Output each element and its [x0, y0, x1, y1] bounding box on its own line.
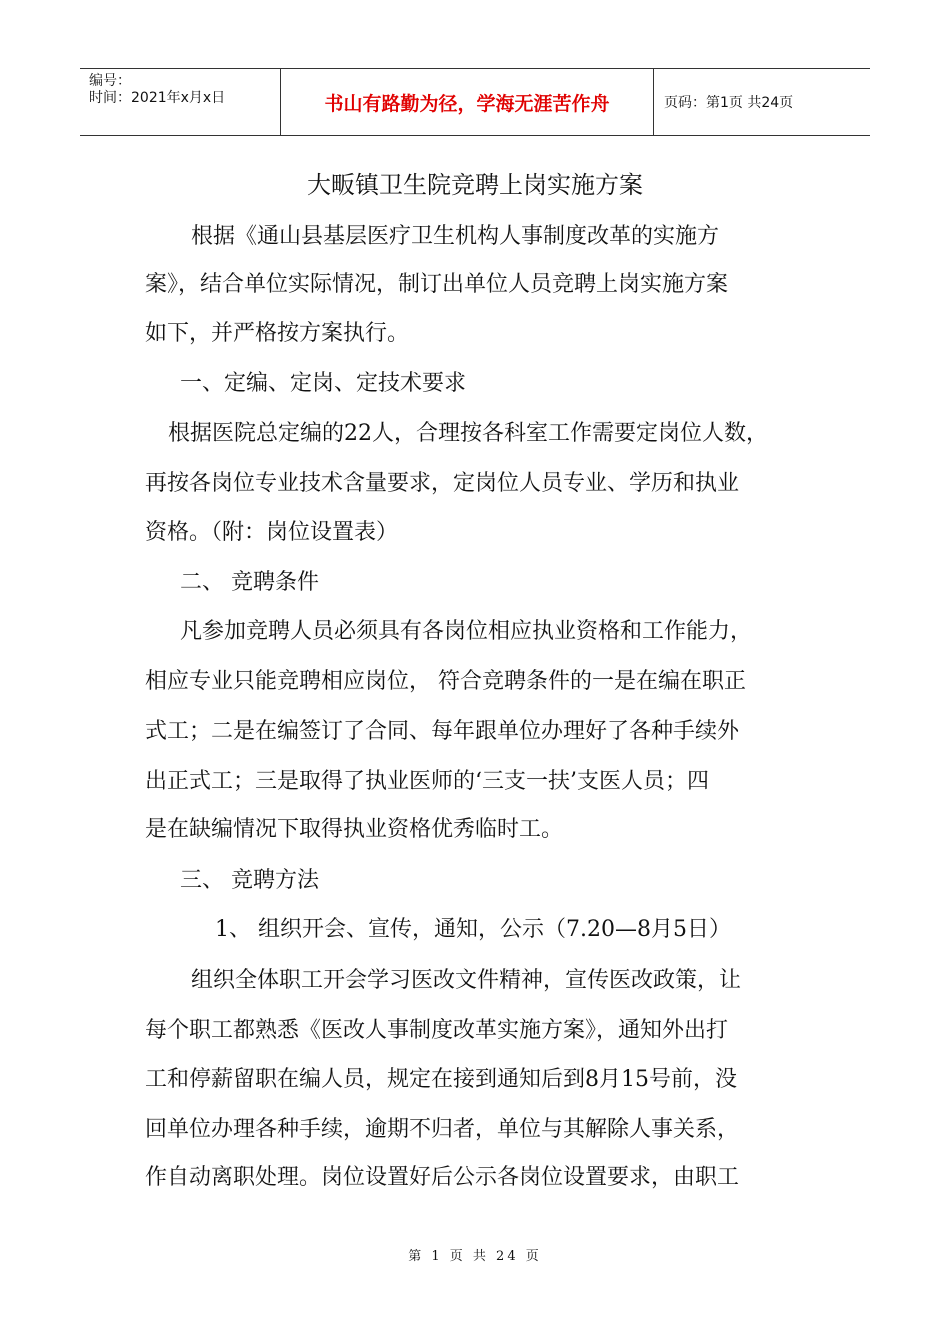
body-line: 相应专业只能竞聘相应岗位， 符合竞聘条件的一是在编在职正 — [145, 669, 746, 694]
section-heading-3: 三、 竞聘方法 — [180, 868, 319, 893]
document-title: 大畈镇卫生院竞聘上岗实施方案 — [307, 171, 643, 199]
section-heading-2: 二、 竞聘条件 — [180, 570, 319, 595]
body-line: 再按各岗位专业技术含量要求，定岗位人员专业、学历和执业 — [145, 471, 740, 496]
body-line: 回单位办理各种手续，逾期不归者，单位与其解除人事关系， — [145, 1117, 740, 1142]
body-line: 案》，结合单位实际情况，制订出单位人员竞聘上岗实施方案 — [145, 272, 729, 297]
subsection-heading: 1、 组织开会、宣传，通知，公示（7.20—8月5日） — [215, 917, 731, 942]
body-line: 凡参加竞聘人员必须具有各岗位相应执业资格和工作能力， — [180, 619, 753, 644]
header-slogan: 书山有路勤为径，学海无涯苦作舟 — [281, 69, 654, 135]
body-line: 如下，并严格按方案执行。 — [145, 321, 410, 346]
page-footer: 第 1 页 共 24 页 — [408, 1249, 542, 1264]
header-page-info: 页码：第1页 共24页 — [664, 95, 794, 111]
header-table — [80, 68, 870, 136]
body-line: 作自动离职处理。岗位设置好后公示各岗位设置要求，由职工 — [145, 1165, 740, 1190]
header-meta — [80, 69, 281, 135]
body-line: 根据《通山县基层医疗卫生机构人事制度改革的实施方 — [191, 224, 720, 249]
section-heading-1: 一、定编、定岗、定技术要求 — [180, 371, 467, 396]
body-line: 是在缺编情况下取得执业资格优秀临时工。 — [145, 817, 564, 842]
number-label: 编号： — [89, 73, 131, 89]
body-line: 组织全体职工开会学习医改文件精神，宣传医改政策，让 — [191, 968, 742, 993]
body-line: 工和停薪留职在编人员，规定在接到通知后到8月15号前，没 — [145, 1067, 737, 1092]
body-line: 根据医院总定编的22人，合理按各科室工作需要定岗位人数， — [168, 421, 768, 446]
body-line: 资格。（附：岗位设置表） — [145, 520, 399, 545]
body-line: 每个职工都熟悉《医改人事制度改革实施方案》，通知外出打 — [145, 1018, 729, 1043]
body-line: 出正式工；三是取得了执业医师的‘三支一扶’支医人员；四 — [145, 769, 709, 794]
body-line: 式工；二是在编签订了合同、每年跟单位办理好了各种手续外 — [145, 719, 740, 744]
date-label: 时间：2021年x月x日 — [89, 90, 226, 106]
